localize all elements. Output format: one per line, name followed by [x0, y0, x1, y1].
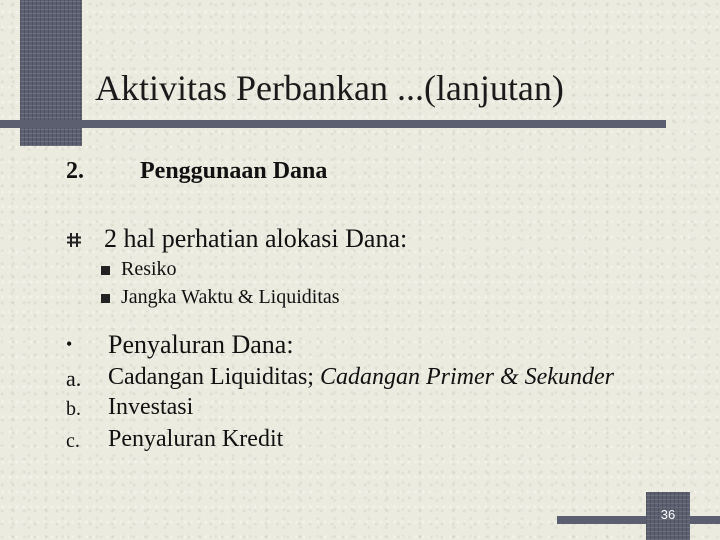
title-underline-bar — [0, 120, 666, 128]
square-bullet-icon — [101, 266, 110, 275]
item-text-a-italic: Cadangan Primer & Sekunder — [319, 364, 614, 390]
item-marker-a: a. — [66, 366, 82, 391]
main-point-allocation: 2 hal perhatian alokasi Dana: — [104, 224, 408, 253]
section-title: Penggunaan Dana — [140, 158, 328, 184]
hash-bullet-icon — [66, 232, 82, 248]
subpoint-risk: Resiko — [121, 258, 177, 280]
item-text-c: Penyaluran Kredit — [108, 426, 284, 452]
page-number: 36 — [660, 507, 676, 522]
square-bullet-icon — [101, 294, 110, 303]
subpoint-term-liquidity: Jangka Waktu & Liquiditas — [121, 286, 340, 308]
section-number: 2. — [66, 158, 84, 184]
item-marker-c: c. — [66, 430, 80, 452]
footer-bar — [557, 516, 720, 524]
item-text-b: Investasi — [108, 394, 194, 420]
slide-title: Aktivitas Perbankan ...(lanjutan) — [95, 68, 564, 108]
round-bullet: • — [66, 334, 73, 354]
main-point-distribution: Penyaluran Dana: — [108, 330, 294, 359]
item-marker-b: b. — [66, 398, 81, 420]
item-text-a-regular: Cadangan Liquiditas; — [108, 364, 320, 390]
item-text-a — [108, 364, 614, 391]
